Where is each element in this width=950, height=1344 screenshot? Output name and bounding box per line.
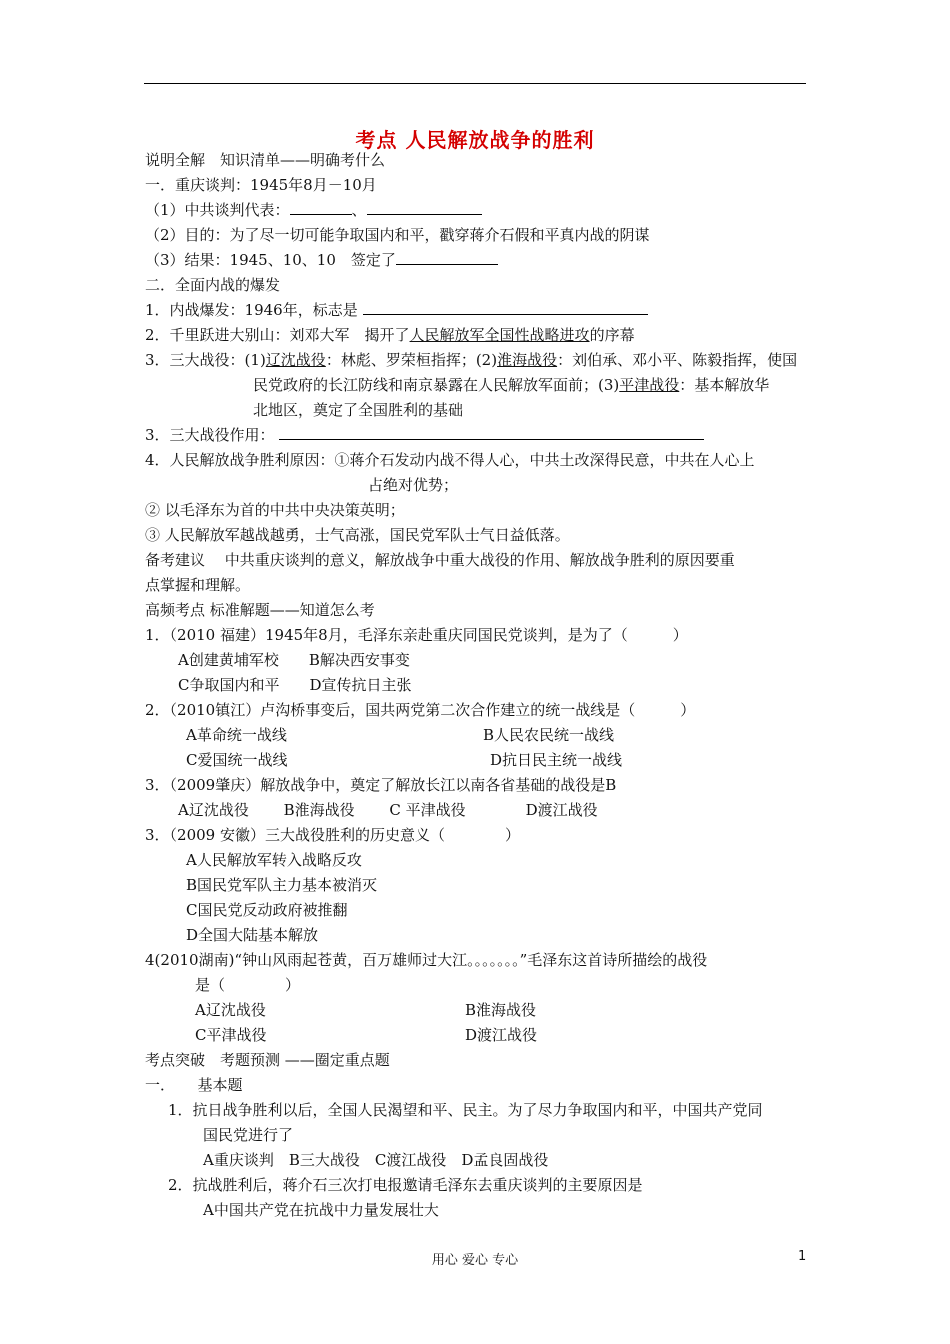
basic-question-2: 2．抗战胜利后，蒋介石三次打电报邀请毛泽东去重庆谈判的主要原因是 (168, 1176, 643, 1194)
underlined-text: 平津战役 (619, 376, 680, 394)
text-line: 高频考点 标准解题——知道怎么考 (145, 601, 375, 619)
fill-blank (396, 250, 498, 265)
text-segment: 2．千里跃进大别山：刘邓大军 揭开了 (145, 326, 410, 344)
text-segment: ：刘伯承、邓小平、陈毅指挥，使国 (557, 351, 798, 369)
text-segment: 的序幕 (589, 326, 635, 344)
option-b: B国民党军队主力基本被消灭 (186, 876, 378, 894)
option-b: B人民农民统一战线 (483, 726, 615, 744)
option-c: C平津战役 (195, 1026, 267, 1044)
text-line: 备考建议 中共重庆谈判的意义，解放战争中重大战役的作用、解放战争胜利的原因要重 (145, 551, 735, 569)
text-line (145, 325, 635, 345)
option-a: A辽沈战役 (195, 1001, 266, 1019)
option-c: C爱国统一战线 (186, 751, 288, 769)
question-4: 3．（2009 安徽）三大战役胜利的历史意义（ ） (145, 826, 520, 844)
underlined-text: 辽沈战役 (265, 351, 326, 369)
basic-question-1: 1．抗日战争胜利以后，全国人民渴望和平、民主。为了尽力争取国内和平，中国共产党同 (168, 1101, 763, 1119)
text-line: （2）目的：为了尽一切可能争取国内和平，戳穿蒋介石假和平真内战的阴谋 (145, 226, 650, 244)
option-d: D渡江战役 (465, 1026, 538, 1044)
fill-blank (367, 200, 482, 215)
text-line: 北地区，奠定了全国胜利的基础 (253, 401, 464, 419)
option-a: A中国共产党在抗战中力量发展壮大 (203, 1201, 439, 1219)
option-a: A革命统一战线 (186, 726, 287, 744)
page-number: 1 (798, 1249, 807, 1264)
fill-blank (290, 200, 352, 215)
text-line (145, 250, 498, 270)
section-heading: 一． 基本题 (145, 1076, 243, 1094)
text-line (145, 425, 704, 445)
page-title: 考点 人民解放战争的胜利 (355, 128, 595, 152)
question-5: 4(2010湖南)“钟山风雨起苍黄，百万雄师过大江。。。。。。。”毛泽东这首诗所描绘的战役 (145, 951, 708, 969)
text-line: ② 以毛泽东为首的中共中央决策英明； (145, 501, 405, 519)
underlined-text: 淮海战役 (497, 351, 558, 369)
text-line (145, 300, 648, 320)
text-segment: （3）结果：1945、10、10 签定了 (145, 251, 396, 269)
option-b: B淮海战役 (465, 1001, 537, 1019)
fill-blank (363, 300, 648, 315)
text-line: ③ 人民解放军越战越勇，士气高涨，国民党军队士气日益低落。 (145, 526, 570, 544)
basic-question-1-options: A重庆谈判 B三大战役 C渡江战役 D孟良固战役 (203, 1151, 549, 1169)
text-segment: 3．三大战役作用： (145, 426, 275, 444)
option-a: A人民解放军转入战略反攻 (186, 851, 362, 869)
question-1-options: A创建黄埔军校 B解决西安事变 (178, 651, 410, 669)
text-segment: ：基本解放华 (679, 376, 770, 394)
text-segment: （1）中共谈判代表： (145, 201, 290, 219)
question-1: 1．（2010 福建）1945年8月，毛泽东亲赴重庆同国民党谈判，是为了（ ） (145, 626, 688, 644)
option-c: C国民党反动政府被推翻 (186, 901, 348, 919)
text-segment: 1．内战爆发：1946年，标志是 (145, 301, 358, 319)
text-line: 点掌握和理解。 (145, 576, 251, 594)
question-5-continuation: 是（ ） (195, 976, 301, 994)
text-line (145, 200, 482, 220)
basic-question-1-continuation: 国民党进行了 (203, 1126, 294, 1144)
question-2: 2．（2010镇江）卢沟桥事变后，国共两党第二次合作建立的统一战线是（ ） (145, 701, 696, 719)
text-segment: 、 (351, 201, 367, 219)
text-line: 说明全解 知识清单——明确考什么 (145, 151, 386, 169)
option-d: D抗日民主统一战线 (490, 751, 623, 769)
text-line (145, 350, 797, 370)
text-line: 占绝对优势； (368, 476, 459, 494)
text-segment: 民党政府的长江防线和南京暴露在人民解放军面前；(3) (253, 376, 620, 394)
text-line: 二．全面内战的爆发 (145, 276, 281, 294)
question-3: 3．（2009肇庆）解放战争中，奠定了解放长江以南各省基础的战役是B (145, 776, 617, 794)
text-line (253, 375, 769, 395)
header-rule (144, 83, 806, 84)
option-d: D全国大陆基本解放 (186, 926, 319, 944)
text-line: 一．重庆谈判：1945年8月－10月 (145, 176, 377, 194)
underlined-text: 人民解放军全国性战略进攻 (409, 326, 590, 344)
text-segment: 3．三大战役：(1) (145, 351, 266, 369)
fill-blank (279, 425, 704, 440)
page-footer: 用心 爱心 专心 (431, 1253, 519, 1268)
text-line: 4．人民解放战争胜利原因：①蒋介石发动内战不得人心，中共土改深得民意，中共在人心上 (145, 451, 755, 469)
question-1-options: C争取国内和平 D宣传抗日主张 (178, 676, 412, 694)
question-3-options: A辽沈战役 B淮海战役 C 平津战役 D渡江战役 (178, 801, 598, 819)
section-heading: 考点突破 考题预测 ——圈定重点题 (145, 1051, 390, 1069)
text-segment: ：林彪、罗荣桓指挥；(2) (325, 351, 498, 369)
